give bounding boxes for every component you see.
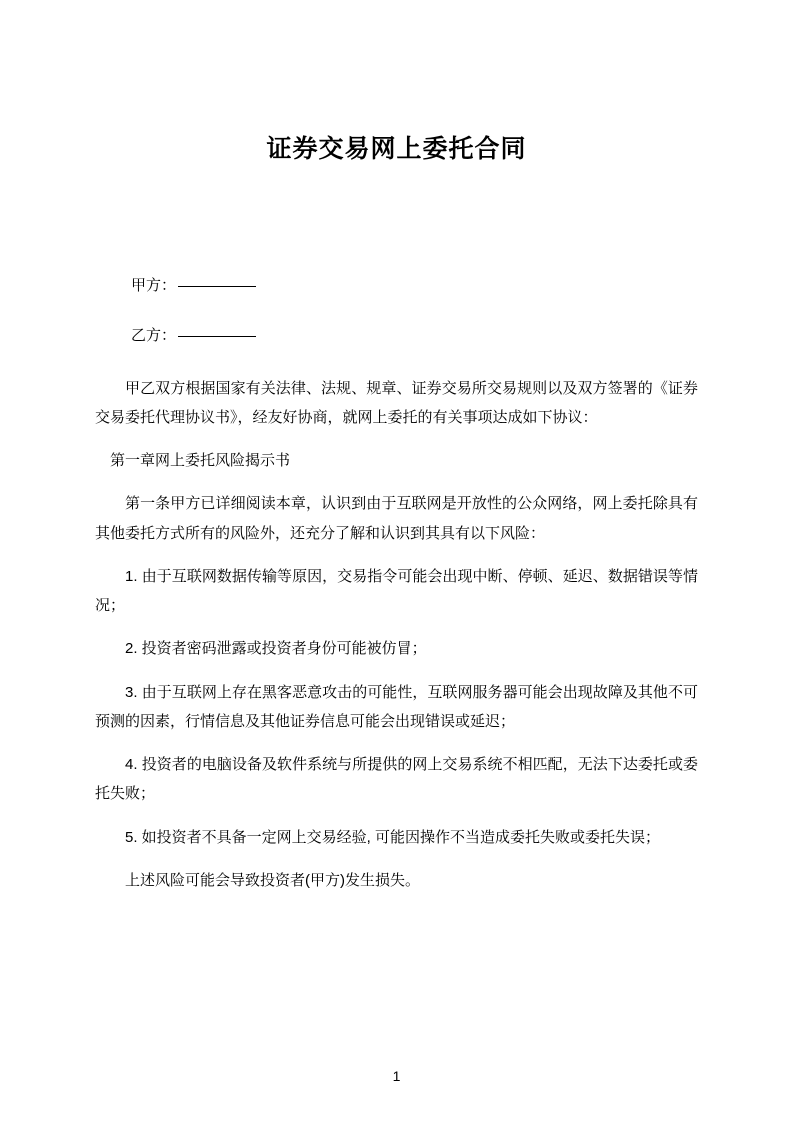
party-blank-jiafang[interactable]: [178, 285, 256, 287]
party-block: [95, 166, 698, 348]
paragraph-risk-item-4: 4. 投资者的电脑设备及软件系统与所提供的网上交易系统不相匹配，无法下达委托或委托失败；: [95, 756, 698, 803]
paragraph-risk-item-5: 5. 如投资者不具备一定网上交易经验, 可能因操作不当造成委托失败或委托失误；: [125, 828, 661, 846]
party-label-yifang: 乙方：: [131, 326, 177, 344]
paragraph-article-1: 第一条甲方已详细阅读本章，认识到由于互联网是开放性的公众网络，网上委托除具有其他委托方式所有的风险外，还充分了解和认识到其具有以下风险：: [95, 495, 698, 542]
paragraph-risk-item-2: 2. 投资者密码泄露或投资者身份可能被仿冒；: [125, 640, 427, 658]
paragraph-risk-item-1: 1. 由于互联网数据传输等原因，交易指令可能会出现中断、停顿、延迟、数据错误等情况；: [95, 567, 698, 614]
party-line-jiafang: [95, 274, 698, 298]
paragraph-risk-item-3: 3. 由于互联网上存在黑客恶意攻击的可能性，互联网服务器可能会出现故障及其他不可预测的因素，行情信息及其他证券信息可能会出现错误或延迟；: [95, 683, 698, 730]
party-blank-yifang[interactable]: [178, 335, 256, 337]
paragraph-chapter-1-heading: 第一章网上委托风险揭示书: [110, 452, 291, 469]
page-number: 1: [392, 1068, 401, 1084]
party-label-jiafang: 甲方：: [131, 276, 177, 294]
party-line-yifang: [95, 324, 698, 348]
paragraph-preamble: 甲乙双方根据国家有关法律、法规、规章、证券交易所交易规则以及双方签署的《证券交易委托代理协议书》，经友好协商，就网上委托的有关事项达成如下协议：: [95, 379, 698, 426]
paragraph-risk-summary: 上述风险可能会导致投资者(甲方)发生损失。: [125, 871, 420, 889]
page-title: 证券交易网上委托合同: [266, 135, 527, 163]
